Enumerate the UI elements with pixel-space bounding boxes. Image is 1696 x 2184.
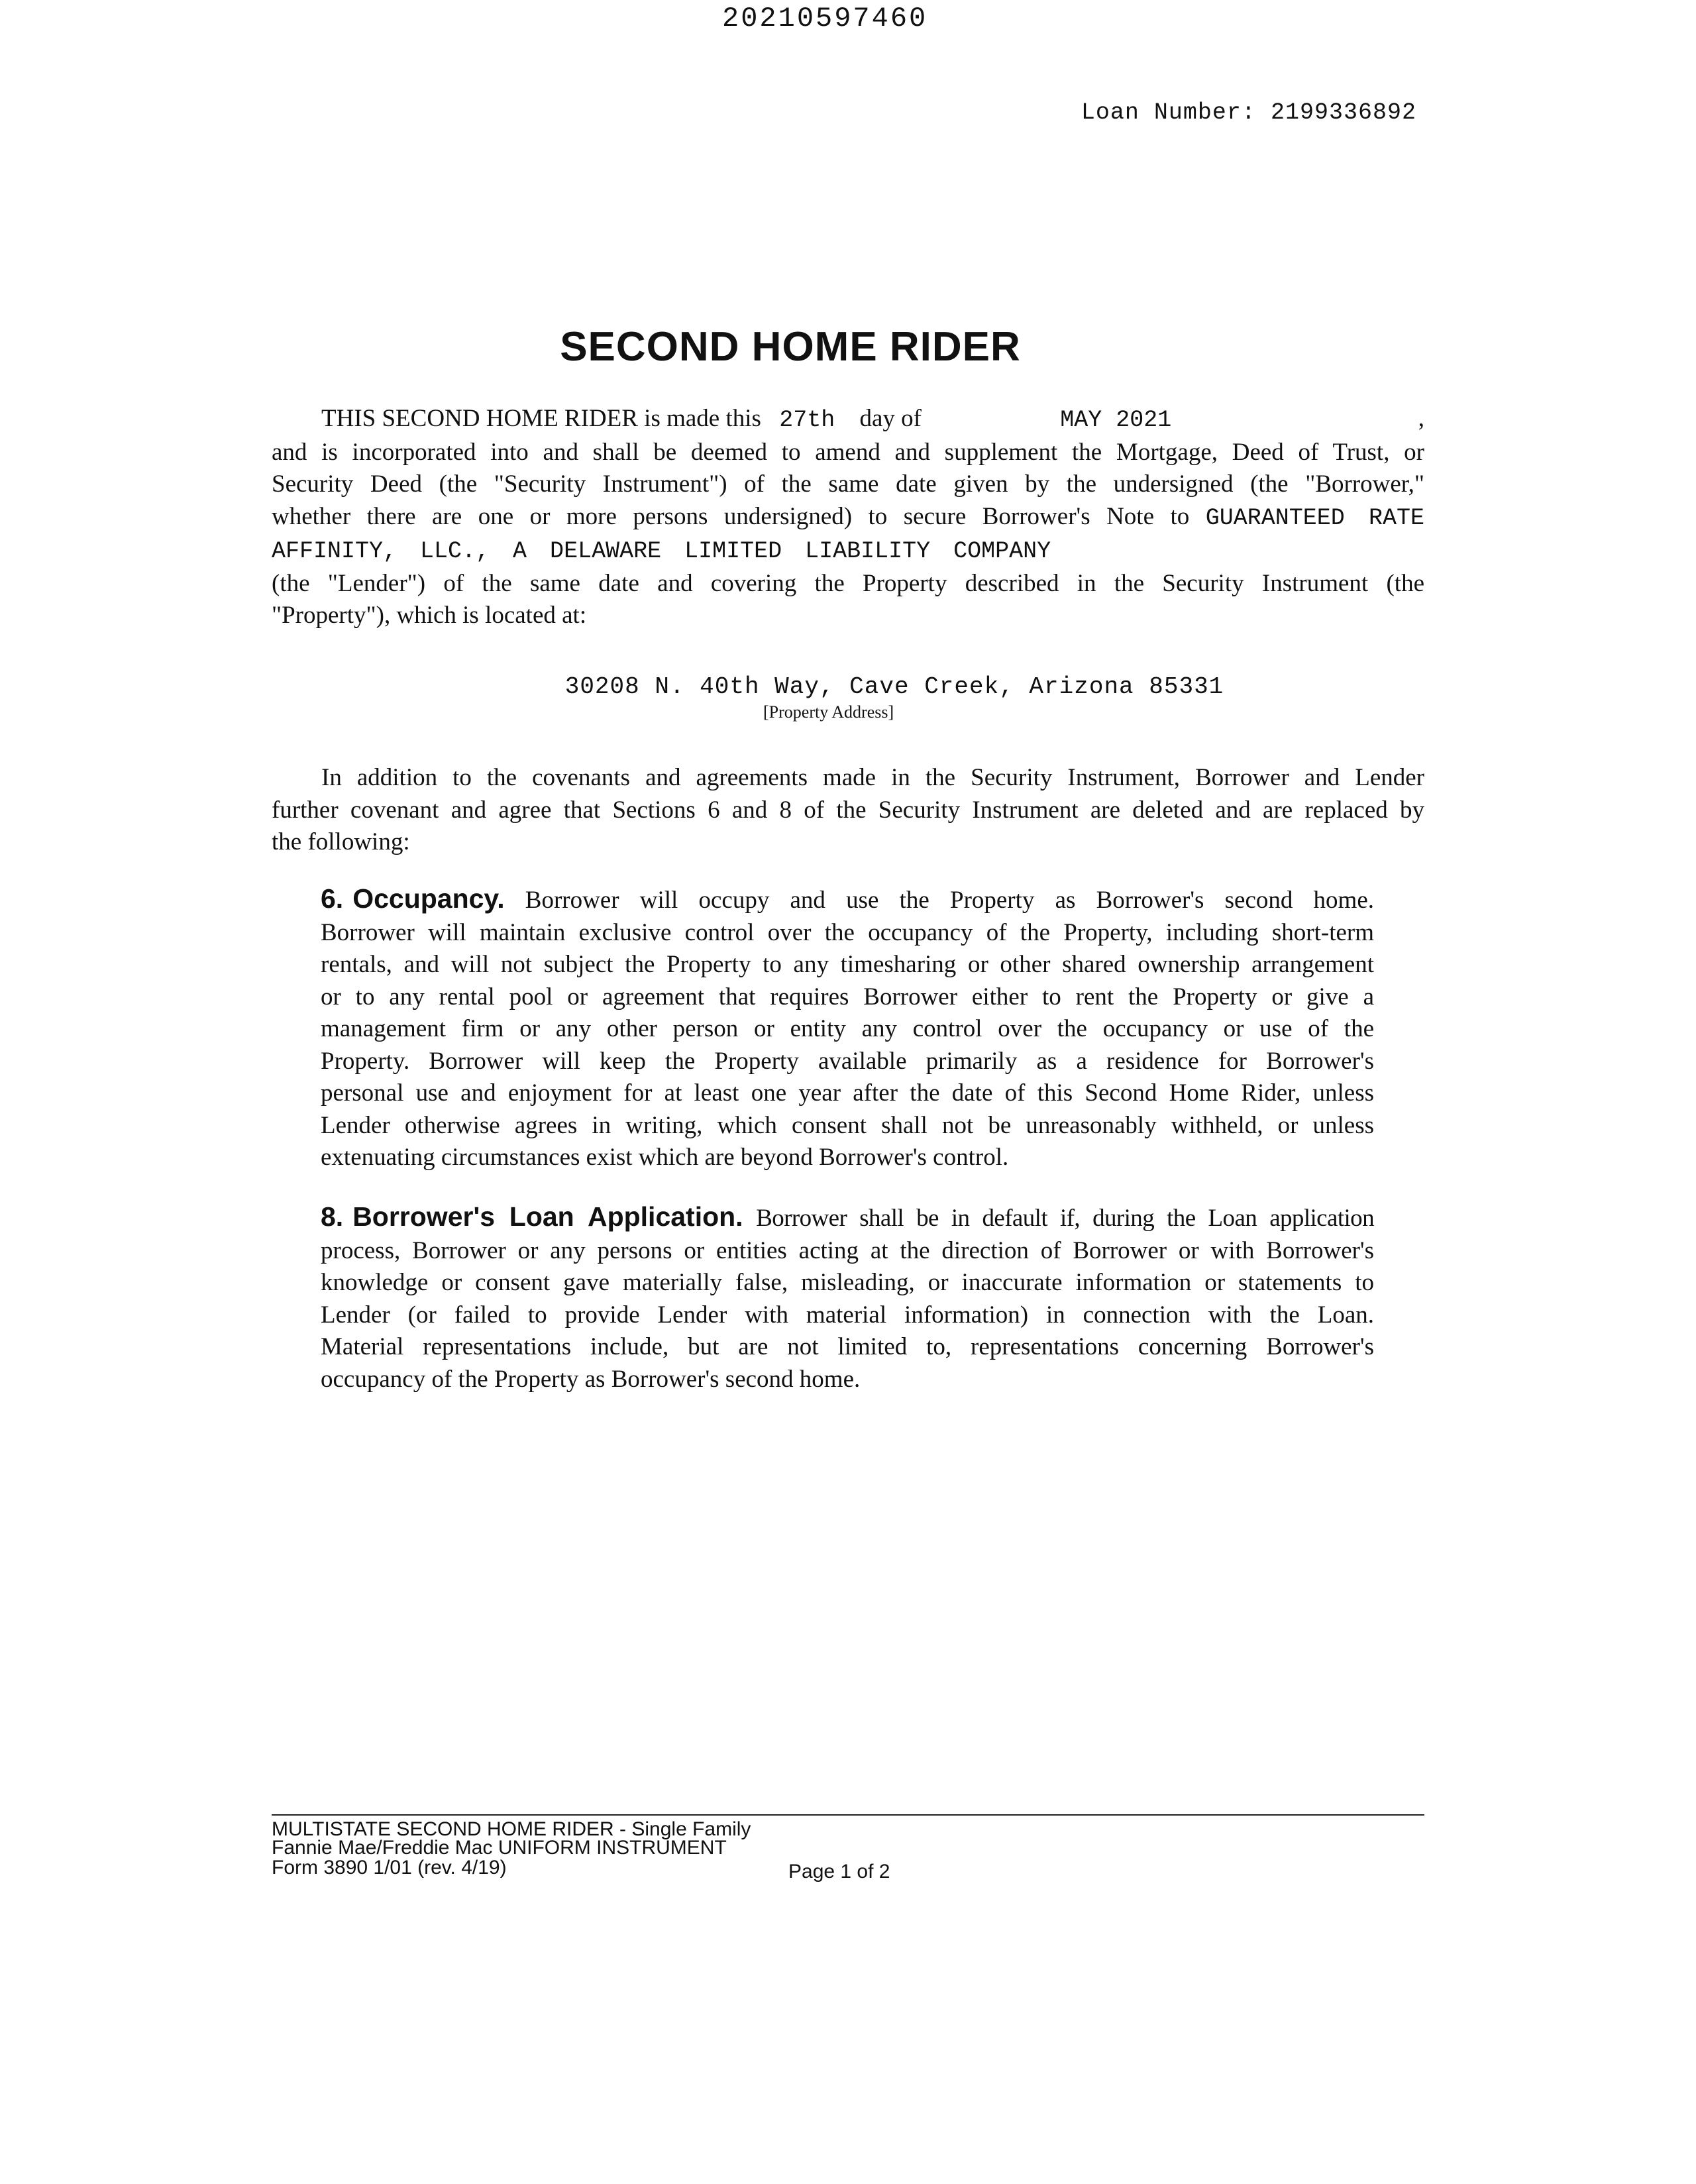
footer-divider bbox=[272, 1814, 1424, 1816]
section-8-line-5: Material representations include, but are not limited to, representations concerning Borrower's bbox=[321, 1333, 1374, 1360]
section-6-line-1: 6. Occupancy. Borrower will occupy and use the Property as Borrower's second home. bbox=[321, 883, 1374, 914]
intro-line-7: "Property"), which is located at: bbox=[272, 602, 587, 629]
section-6-heading: Occupancy. bbox=[352, 883, 505, 914]
footer-form-title: MULTISTATE SECOND HOME RIDER - Single Family bbox=[272, 1818, 751, 1840]
section-6-line-9: extenuating circumstances exist which are beyond Borrower's control. bbox=[321, 1144, 1009, 1171]
covenant-line-1: In addition to the covenants and agreements made in the Security Instrument, Borrower and Lender bbox=[321, 764, 1424, 791]
section-8-number: 8. bbox=[321, 1201, 344, 1232]
section-8-line-6: occupancy of the Property as Borrower's second home. bbox=[321, 1365, 861, 1393]
section-6-line-2: Borrower will maintain exclusive control over the occupancy of the Property, including short-term bbox=[321, 918, 1374, 946]
covenant-paragraph bbox=[272, 762, 1424, 859]
loan-number-label: Loan Number: bbox=[1081, 99, 1256, 126]
intro-line-5 bbox=[272, 534, 1424, 568]
property-address-block bbox=[0, 673, 1696, 700]
rider-day: 27th bbox=[779, 407, 835, 433]
intro-line-1: THIS SECOND HOME RIDER is made this 27th day of MAY 2021 , bbox=[321, 405, 1424, 433]
section-8-line-4: Lender (or failed to provide Lender with material information) in connection with the Loan. bbox=[321, 1301, 1374, 1329]
lender-name-part-2: AFFINITY, LLC., A DELAWARE LIMITED LIABILITY COMPANY bbox=[272, 538, 1051, 565]
page-title: SECOND HOME RIDER bbox=[560, 324, 1021, 370]
intro-line-6: (the "Lender") of the same date and covering the Property described in the Security Instrument (the bbox=[272, 569, 1424, 597]
page-number: Page 1 of 2 bbox=[788, 1861, 890, 1883]
rider-month-year: MAY 2021 bbox=[1060, 407, 1172, 433]
document-number: 20210597460 bbox=[722, 3, 928, 34]
section-6-line-6: Property. Borrower will keep the Property available primarily as a residence for Borrower's bbox=[321, 1047, 1374, 1075]
footer-form-number: Form 3890 1/01 (rev. 4/19) bbox=[272, 1857, 507, 1879]
section-8-heading: Borrower's Loan Application. bbox=[352, 1201, 743, 1232]
section-8-line-3: knowledge or consent gave materially false, misleading, or inaccurate information or statements to bbox=[321, 1269, 1374, 1296]
covenant-line-3: the following: bbox=[272, 828, 410, 855]
section-6-line-8: Lender otherwise agrees in writing, which consent shall not be unreasonably withheld, or unless bbox=[321, 1111, 1374, 1139]
covenant-line-2: further covenant and agree that Sections 6 and 8 of the Security Instrument are deleted and are replaced by bbox=[272, 796, 1424, 824]
section-6-line-5: management firm or any other person or entity any control over the occupancy or use of the bbox=[321, 1015, 1374, 1042]
loan-number-line bbox=[1081, 99, 1416, 126]
section-6-line-4: or to any rental pool or agreement that requires Borrower either to rent the Property or give a bbox=[321, 983, 1374, 1010]
section-8-loan-application bbox=[321, 1201, 1374, 1395]
section-6-line-7: personal use and enjoyment for at least one year after the date of this Second Home Rider, unless bbox=[321, 1079, 1374, 1107]
loan-number: 2199336892 bbox=[1270, 99, 1416, 126]
lender-name-part-1: GUARANTEED RATE bbox=[1205, 504, 1425, 531]
intro-line-2: and is incorporated into and shall be deemed to amend and supplement the Mortgage, Deed of Trust, or bbox=[272, 438, 1424, 466]
section-6-line-3: rentals, and will not subject the Property to any timesharing or other shared ownership arrangement bbox=[321, 951, 1374, 978]
section-6-number: 6. bbox=[321, 883, 344, 914]
intro-line-3: Security Deed (the "Security Instrument") of the same date given by the undersigned (the "Borrower," bbox=[272, 470, 1424, 498]
section-8-line-2: process, Borrower or any persons or entities acting at the direction of Borrower or with Borrower's bbox=[321, 1236, 1374, 1264]
section-6-occupancy bbox=[321, 883, 1374, 1174]
property-address-caption: [Property Address] bbox=[763, 702, 894, 722]
intro-paragraph bbox=[272, 403, 1424, 632]
property-address: 30208 N. 40th Way, Cave Creek, Arizona 85331 bbox=[564, 673, 1224, 700]
intro-line-4: whether there are one or more persons undersigned) to secure Borrower's Note to GUARANTEED RATE bbox=[272, 502, 1425, 531]
footer-instrument: Fannie Mae/Freddie Mac UNIFORM INSTRUMENT bbox=[272, 1837, 727, 1859]
section-8-line-1: 8. Borrower's Loan Application. Borrower shall be in default if, during the Loan application bbox=[321, 1201, 1374, 1232]
